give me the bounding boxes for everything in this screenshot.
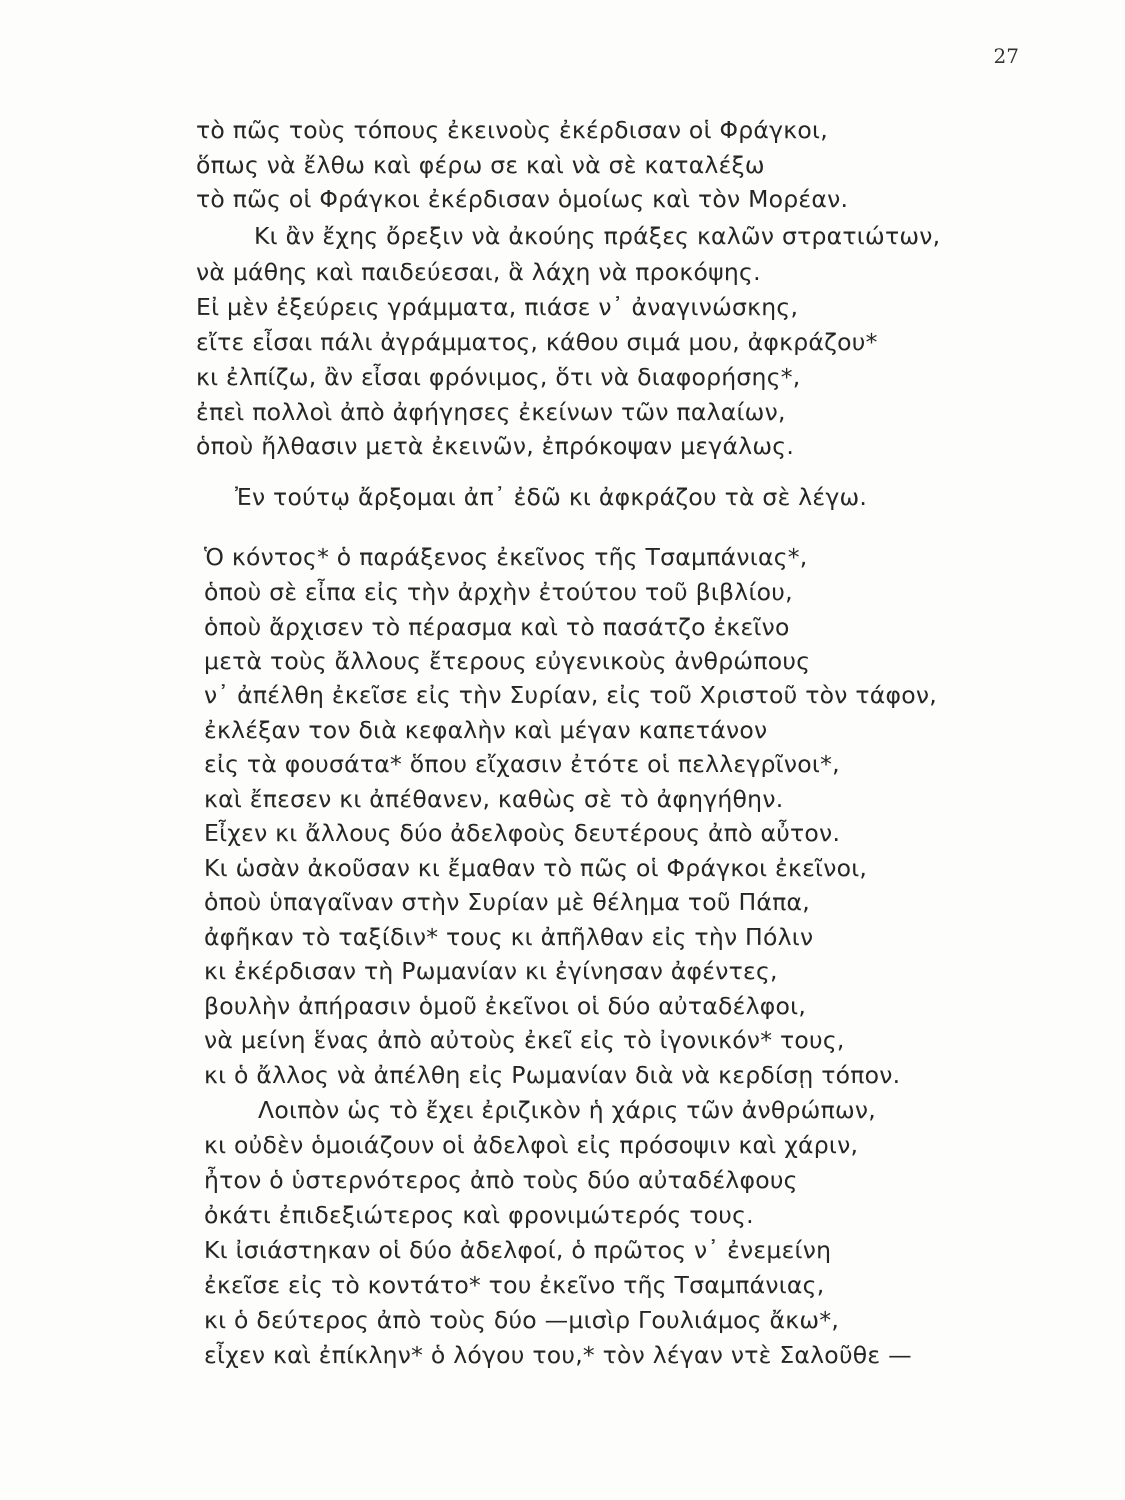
verse-line: κι ὁ ἄλλος νὰ ἀπέλθη εἰς Ρωμανίαν διὰ νὰ κερδίσῃ τόπον. <box>204 1061 901 1089</box>
verse-line: ὁποὺ ἤλθασιν μετὰ ἐκεινῶν, ἐπρόκοψαν μεγάλως. <box>196 432 795 460</box>
verse-line: ὁποὺ ὑπαγαῖναν στὴν Συρίαν μὲ θέλημα τοῦ Πάπα, <box>204 888 810 916</box>
verse-line: Κι ἂν ἔχης ὄρεξιν νὰ ἀκούης πράξες καλῶν στρατιώτων, <box>254 222 941 250</box>
verse-line: κι οὐδὲν ὁμοιάζουν οἱ ἀδελφοὶ εἰς πρόσοψιν καὶ χάριν, <box>204 1131 859 1159</box>
verse-line: ὁποὺ ἄρχισεν τὸ πέρασμα καὶ τὸ πασάτζο ἐκεῖνο <box>204 613 790 641</box>
verse-line: νὰ μάθης καὶ παιδεύεσαι, ἃ λάχη νὰ προκόψης. <box>196 258 761 286</box>
verse-line: κι ἐκέρδισαν τὴ Ρωμανίαν κι ἐγίνησαν ἀφέντες, <box>204 957 778 985</box>
verse-line: ὀκάτι ἐπιδεξιώτερος καὶ φρονιμώτερός τους. <box>204 1201 754 1229</box>
verse-line: τὸ πῶς οἱ Φράγκοι ἐκέρδισαν ὁμοίως καὶ τὸν Μορέαν. <box>196 185 849 213</box>
verse-line: ἐκεῖσε εἰς τὸ κοντάτο* του ἐκεῖνο τῆς Τσαμπάνιας, <box>204 1271 825 1299</box>
verse-line: ὁποὺ σὲ εἶπα εἰς τὴν ἀρχὴν ἐτούτου τοῦ βιβλίου, <box>204 578 793 606</box>
verse-line: εἴτε εἶσαι πάλι ἀγράμματος, κάθου σιμά μου, ἀφκράζου* <box>196 328 878 356</box>
verse-line: Κι ὡσὰν ἀκοῦσαν κι ἔμαθαν τὸ πῶς οἱ Φράγκοι ἐκεῖνοι, <box>204 854 868 882</box>
verse-line: ἦτον ὁ ὑστερνότερος ἀπὸ τοὺς δύο αὐταδέλφους <box>204 1166 798 1194</box>
verse-line: Κι ἰσιάστηκαν οἱ δύο ἀδελφοί, ὁ πρῶτος ν᾽ ἐνεμείνη <box>204 1236 832 1264</box>
verse-line: μετὰ τοὺς ἄλλους ἔτερους εὐγενικοὺς ἀνθρώπους <box>204 647 811 675</box>
page-number: 27 <box>993 44 1019 68</box>
verse-line: ν᾽ ἀπέλθη ἐκεῖσε εἰς τὴν Συρίαν, εἰς τοῦ Χριστοῦ τὸν τάφον, <box>204 681 937 709</box>
verse-line: βουλὴν ἀπήρασιν ὁμοῦ ἐκεῖνοι οἱ δύο αὐταδέλφοι, <box>204 992 807 1020</box>
verse-line: Λοιπὸν ὡς τὸ ἔχει ἐριζικὸν ἡ χάρις τῶν ἀνθρώπων, <box>258 1096 876 1124</box>
verse-line: καὶ ἔπεσεν κι ἀπέθανεν, καθὼς σὲ τὸ ἀφηγήθην. <box>204 785 784 813</box>
verse-line: κι ὁ δεύτερος ἀπὸ τοὺς δύο —μισὶρ Γουλιάμος ἄκω*, <box>204 1306 840 1334</box>
verse-line: ἐκλέξαν τον διὰ κεφαλὴν καὶ μέγαν καπετάνον <box>204 716 768 744</box>
verse-line: νὰ μείνη ἕνας ἀπὸ αὐτοὺς ἐκεῖ εἰς τὸ ἰγονικόν* τους, <box>204 1026 845 1054</box>
verse-line: ἀφῆκαν τὸ ταξίδιν* τους κι ἀπῆλθαν εἰς τὴν Πόλιν <box>204 923 814 951</box>
verse-line: εἶχεν καὶ ἐπίκλην* ὁ λόγου του,* τὸν λέγαν ντὲ Σαλοῦθε — <box>204 1341 912 1369</box>
verse-line: κι ἐλπίζω, ἂν εἶσαι φρόνιμος, ὅτι νὰ διαφορήσης*, <box>196 363 801 391</box>
verse-line: Ἐν τούτῳ ἄρξομαι ἀπ᾽ ἐδῶ κι ἀφκράζου τὰ σὲ λέγω. <box>235 483 868 511</box>
verse-line: τὸ πῶς τοὺς τόπους ἐκεινοὺς ἐκέρδισαν οἱ Φράγκοι, <box>196 116 828 144</box>
verse-line: ὅπως νὰ ἔλθω καὶ φέρω σε καὶ νὰ σὲ καταλέξω <box>196 151 765 179</box>
verse-line: ἐπεὶ πολλοὶ ἀπὸ ἀφήγησες ἐκείνων τῶν παλαίων, <box>196 398 786 426</box>
verse-line: Εἶχεν κι ἄλλους δύο ἀδελφοὺς δευτέρους ἀπὸ αὖτον. <box>204 819 841 847</box>
verse-line: Ὁ κόντος* ὁ παράξενος ἐκεῖνος τῆς Τσαμπάνιας*, <box>204 543 808 571</box>
verse-line: Εἰ μὲν ἐξεύρεις γράμματα, πιάσε ν᾽ ἀναγινώσκης, <box>196 293 799 321</box>
verse-line: εἰς τὰ φουσάτα* ὅπου εἴχασιν ἐτότε οἱ πελλεγρῖνοι*, <box>204 750 840 778</box>
